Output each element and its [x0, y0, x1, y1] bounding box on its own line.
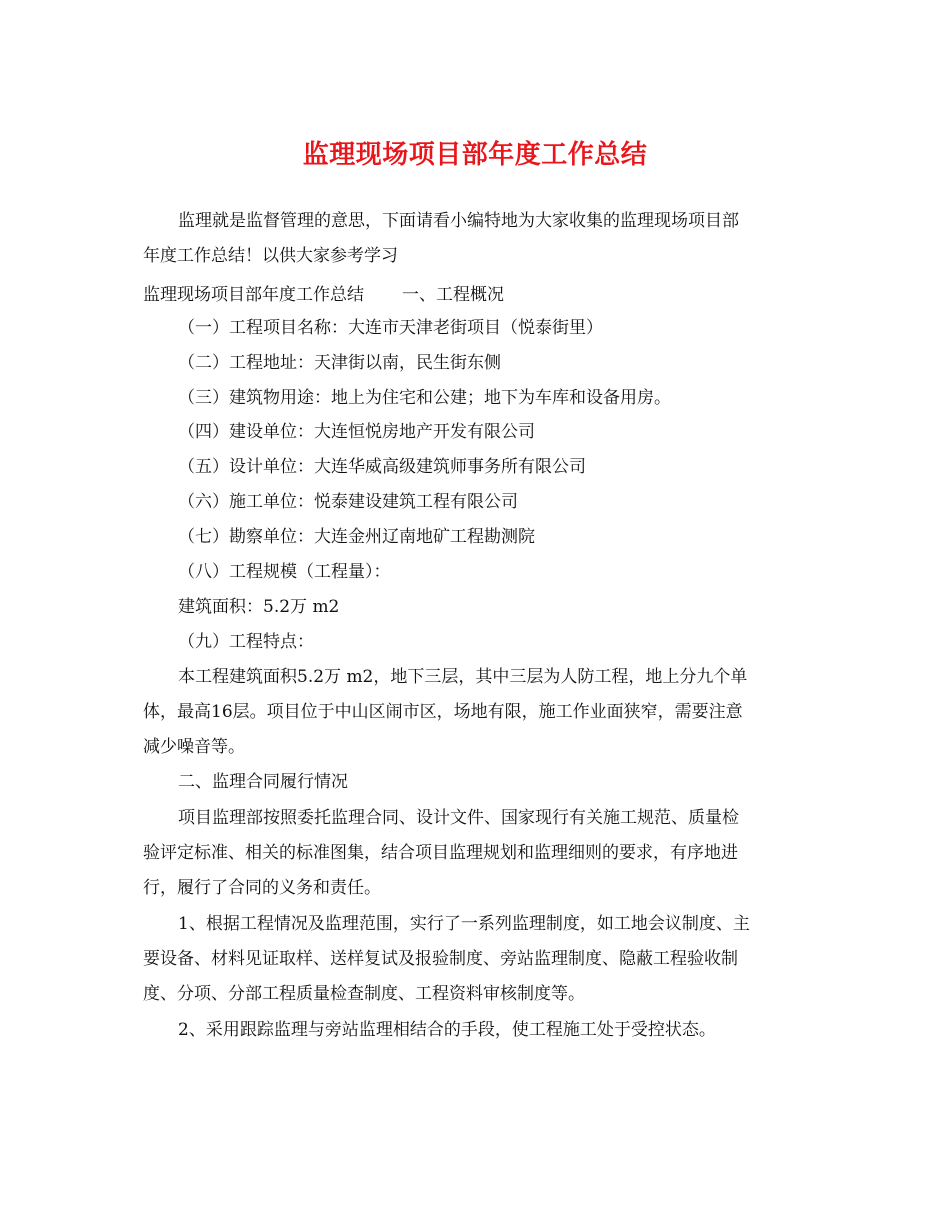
overview-item: （二）工程地址：天津街以南，民生街东侧 [178, 353, 501, 373]
heading-line-right: 一、工程概况 [402, 285, 504, 305]
heading-line-left: 监理现场项目部年度工作总结 [143, 285, 364, 305]
point-one-line-3: 度、分项、分部工程质量检查制度、工程资料审核制度等。 [143, 984, 585, 1004]
overview-item: （五）设计单位：大连华威高级建筑师事务所有限公司 [178, 457, 586, 477]
overview-item: （一）工程项目名称：大连市天津老街项目（悦泰街里） [178, 318, 603, 338]
intro-line-2: 年度工作总结！以供大家参考学习 [143, 246, 398, 266]
features-line-3: 减少噪音等。 [143, 737, 245, 757]
section-two-line-2: 验评定标准、相关的标准图集，结合项目监理规划和监理细则的要求，有序地进 [143, 843, 738, 863]
features-line-2: 体，最高16层。项目位于中山区闹市区，场地有限，施工作业面狭窄，需要注意 [143, 702, 743, 722]
overview-item: （三）建筑物用途：地上为住宅和公建；地下为车库和设备用房。 [178, 388, 671, 408]
overview-item: （七）勘察单位：大连金州辽南地矿工程勘测院 [178, 527, 535, 547]
document-title: 监理现场项目部年度工作总结 [302, 140, 648, 170]
section-two-line-3: 行，履行了合同的义务和责任。 [143, 878, 381, 898]
point-two-line: 2、采用跟踪监理与旁站监理相结合的手段，使工程施工处于受控状态。 [178, 1020, 716, 1040]
section-two-line-1: 项目监理部按照委托监理合同、设计文件、国家现行有关施工规范、质量检 [178, 808, 739, 828]
overview-item: 建筑面积：5.2万 m2 [178, 597, 340, 617]
overview-item: （四）建设单位：大连恒悦房地产开发有限公司 [178, 422, 535, 442]
overview-item: （八）工程规模（工程量）： [178, 562, 391, 582]
point-one-line-2: 要设备、材料见证取样、送样复试及报验制度、旁站监理制度、隐蔽工程验收制 [143, 949, 738, 969]
overview-item: （九）工程特点： [178, 632, 314, 652]
heading-line [143, 284, 504, 306]
intro-line-1: 监理就是监督管理的意思，下面请看小编特地为大家收集的监理现场项目部 [178, 211, 739, 231]
features-line-1: 本工程建筑面积5.2万 m2，地下三层，其中三层为人防工程，地上分九个单 [178, 667, 748, 687]
overview-item: （六）施工单位：悦泰建设建筑工程有限公司 [178, 492, 518, 512]
point-one-line-1: 1、根据工程情况及监理范围，实行了一系列监理制度，如工地会议制度、主 [178, 914, 750, 934]
section-two-heading: 二、监理合同履行情况 [178, 772, 348, 792]
